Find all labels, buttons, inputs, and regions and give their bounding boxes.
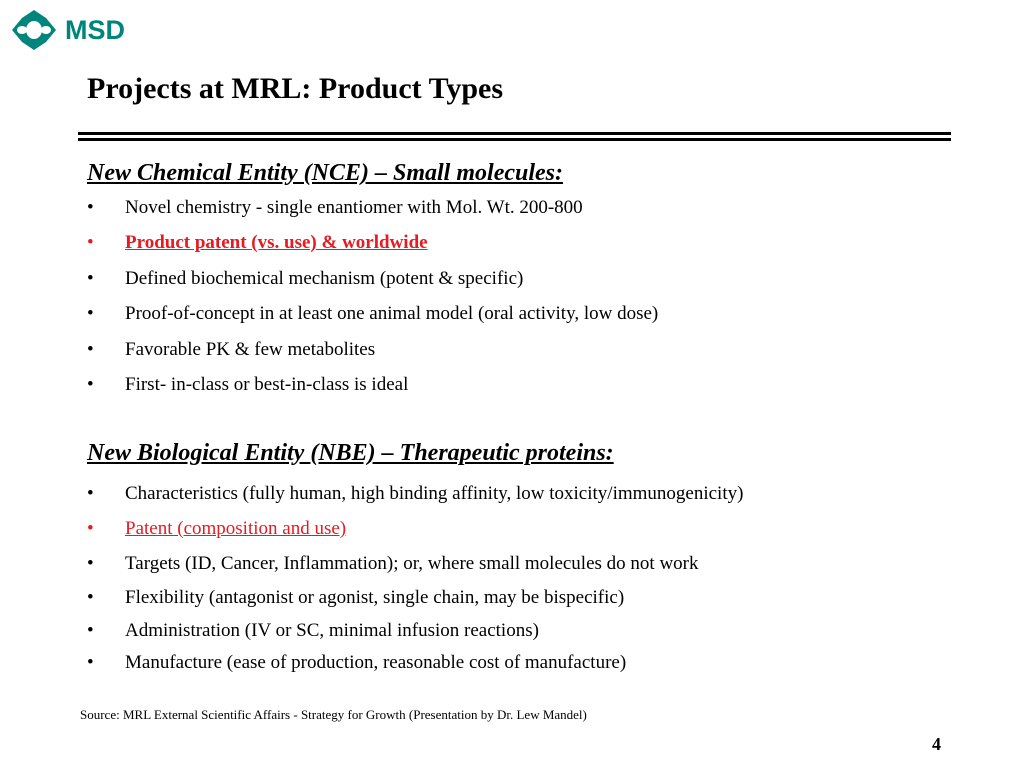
bullet: • <box>87 620 94 641</box>
nce-heading: New Chemical Entity (NCE) – Small molecules: <box>87 160 563 186</box>
nbe-item-text: Patent (composition and use) <box>125 518 347 539</box>
nce-item-text: Favorable PK & few metabolites <box>125 339 376 360</box>
page-title: Projects at MRL: Product Types <box>87 72 504 105</box>
bullet: • <box>87 374 94 395</box>
nce-item-text: Novel chemistry - single enantiomer with Mol. Wt. 200-800 <box>125 197 583 218</box>
bullet: • <box>87 303 94 324</box>
title-divider-bottom <box>78 138 951 141</box>
bullet: • <box>87 483 94 504</box>
msd-logo-icon <box>10 8 58 52</box>
nbe-item-text: Characteristics (fully human, high binding affinity, low toxicity/immunogenicity) <box>125 483 744 504</box>
page-number: 4 <box>932 734 941 754</box>
nbe-item-text: Administration (IV or SC, minimal infusion reactions) <box>125 620 539 641</box>
nce-item-text: Proof-of-concept in at least one animal model (oral activity, low dose) <box>125 303 659 324</box>
msd-logo <box>10 8 125 52</box>
source-note: Source: MRL External Scientific Affairs - Strategy for Growth (Presentation by Dr. Lew Mandel) <box>80 707 587 722</box>
bullet: • <box>87 197 94 218</box>
bullet: • <box>87 232 94 253</box>
bullet: • <box>87 518 94 539</box>
logo-text: MSD <box>65 14 125 45</box>
bullet: • <box>87 553 94 574</box>
nbe-item-text: Targets (ID, Cancer, Inflammation); or, where small molecules do not work <box>125 553 699 574</box>
bullet: • <box>87 339 94 360</box>
nbe-item-text: Manufacture (ease of production, reasonable cost of manufacture) <box>125 652 627 673</box>
nce-item-text: Defined biochemical mechanism (potent & specific) <box>125 268 524 289</box>
nce-item-text: First- in-class or best-in-class is ideal <box>125 374 409 395</box>
title-divider-top <box>78 132 951 135</box>
bullet: • <box>87 587 94 608</box>
bullet: • <box>87 268 94 289</box>
bullet: • <box>87 652 94 673</box>
nbe-heading: New Biological Entity (NBE) – Therapeutic proteins: <box>87 440 614 466</box>
nce-item-text: Product patent (vs. use) & worldwide <box>125 232 428 253</box>
nbe-item-text: Flexibility (antagonist or agonist, single chain, may be bispecific) <box>125 587 625 608</box>
